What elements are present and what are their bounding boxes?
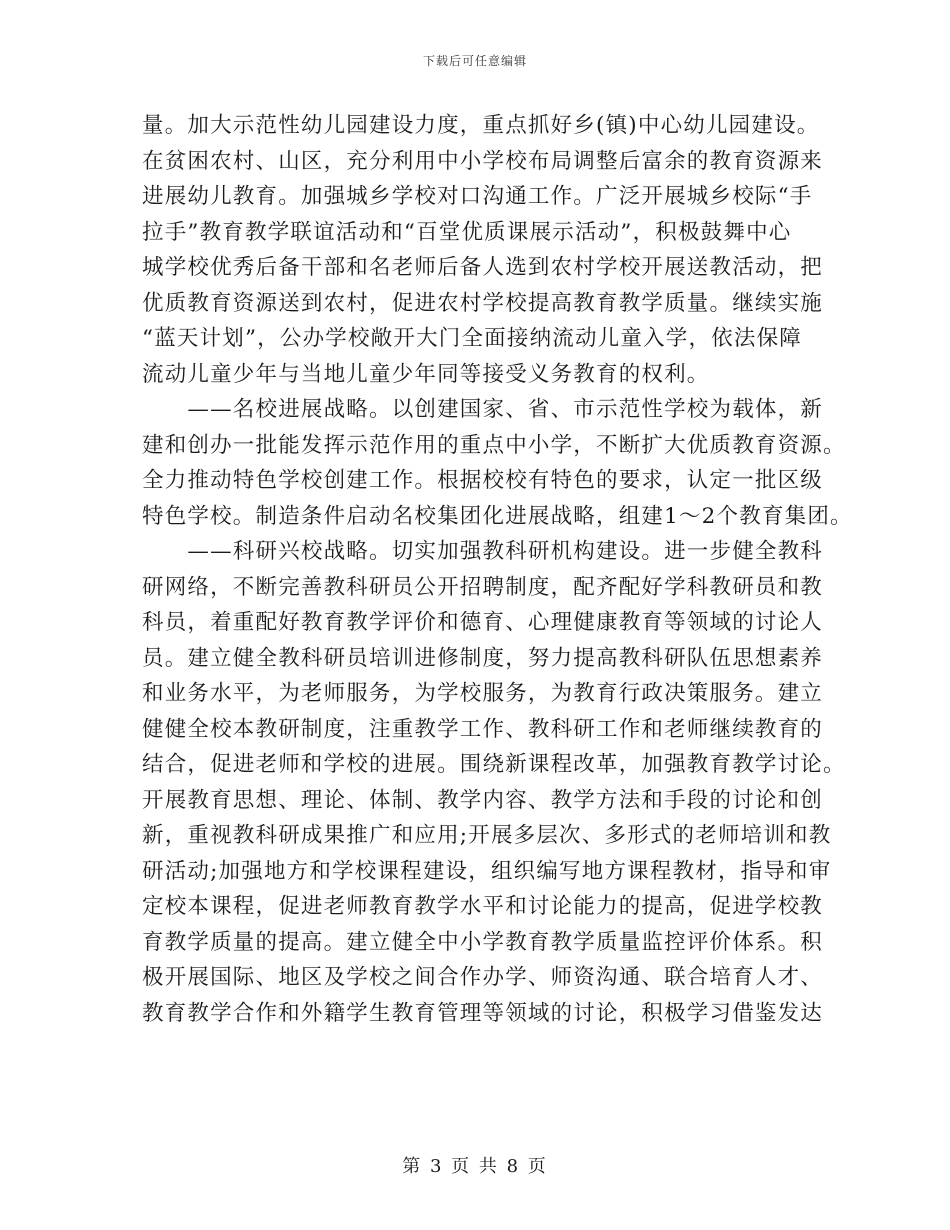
text-line: 健健全校本教研制度，注重教学工作、教科研工作和老师继续教育的 [142, 716, 824, 742]
page-number-footer: 第 3 页 共 8 页 [402, 1156, 548, 1177]
text-line: 建和创办一批能发挥示范作用的重点中小学，不断扩大优质教育资源。 [142, 432, 846, 458]
text-line: 定校本课程，促进老师教育教学水平和讨论能力的提高，促进学校教 [142, 894, 824, 919]
text-line: 科员，着重配好教育教学评价和德育、心理健康教育等领域的讨论人 [142, 610, 824, 635]
text-line: 和业务水平，为老师服务，为学校服务，为教育行政决策服务。建立 [142, 681, 824, 706]
text-line: 量。加大示范性幼儿园建设力度，重点抓好乡(镇)中心幼儿园建设。 [142, 113, 820, 138]
text-line: 研活动;加强地方和学校课程建设，组织编写地方课程教材，指导和审 [142, 858, 832, 884]
text-line: 新，重视教科研成果推广和应用;开展多层次、多形式的老师培训和教 [142, 823, 832, 848]
text-line: 教育教学合作和外籍学生教育管理等领域的讨论，积极学习借鉴发达 [142, 1000, 824, 1026]
text-line: 极开展国际、地区及学校之间合作办学、师资沟通、联合培育人才、 [142, 965, 824, 990]
text-line: 结合，促进老师和学校的进展。围绕新课程改革，加强教育教学讨论。 [142, 752, 846, 777]
text-line: 城学校优秀后备干部和名老师后备人选到农村学校开展送教活动，把 [142, 255, 824, 280]
text-line: “蓝天计划”，公办学校敞开大门全面接纳流动儿童入学，依法保障 [142, 326, 802, 351]
text-line: 拉手”教育教学联谊活动和“百堂优质课展示活动”，积极鼓舞中心 [142, 219, 792, 245]
text-line: 开展教育思想、理论、体制、教学内容、教学方法和手段的讨论和创 [142, 787, 824, 813]
text-line: 在贫困农村、山区，充分利用中小学校布局调整后富余的教育资源来 [142, 148, 824, 174]
text-line: 研网络，不断完善教科研员公开招聘制度，配齐配好学科教研员和教 [142, 574, 824, 600]
text-line: 特色学校。制造条件启动名校集团化进展战略，组建1～2个教育集团。 [142, 503, 853, 529]
text-line: ——科研兴校战略。切实加强教科研机构建设。进一步健全教科 [142, 539, 824, 564]
text-line: ——名校进展战略。以创建国家、省、市示范性学校为载体，新 [142, 397, 824, 422]
text-line: 进展幼儿教育。加强城乡学校对口沟通工作。广泛开展城乡校际“手 [142, 184, 813, 209]
text-line: 优质教育资源送到农村，促进农村学校提高教育教学质量。继续实施 [142, 290, 824, 316]
text-line: 育教学质量的提高。建立健全中小学教育教学质量监控评价体系。积 [142, 929, 824, 955]
text-line: 员。建立健全教科研员培训进修制度，努力提高教科研队伍思想素养 [142, 645, 824, 671]
page-header: 下载后可任意编辑 [422, 54, 527, 68]
text-line: 全力推动特色学校创建工作。根据校校有特色的要求，认定一批区级 [142, 468, 824, 493]
text-line: 流动儿童少年与当地儿童少年同等接受义务教育的权利。 [142, 361, 710, 387]
document-body [142, 108, 853, 1031]
